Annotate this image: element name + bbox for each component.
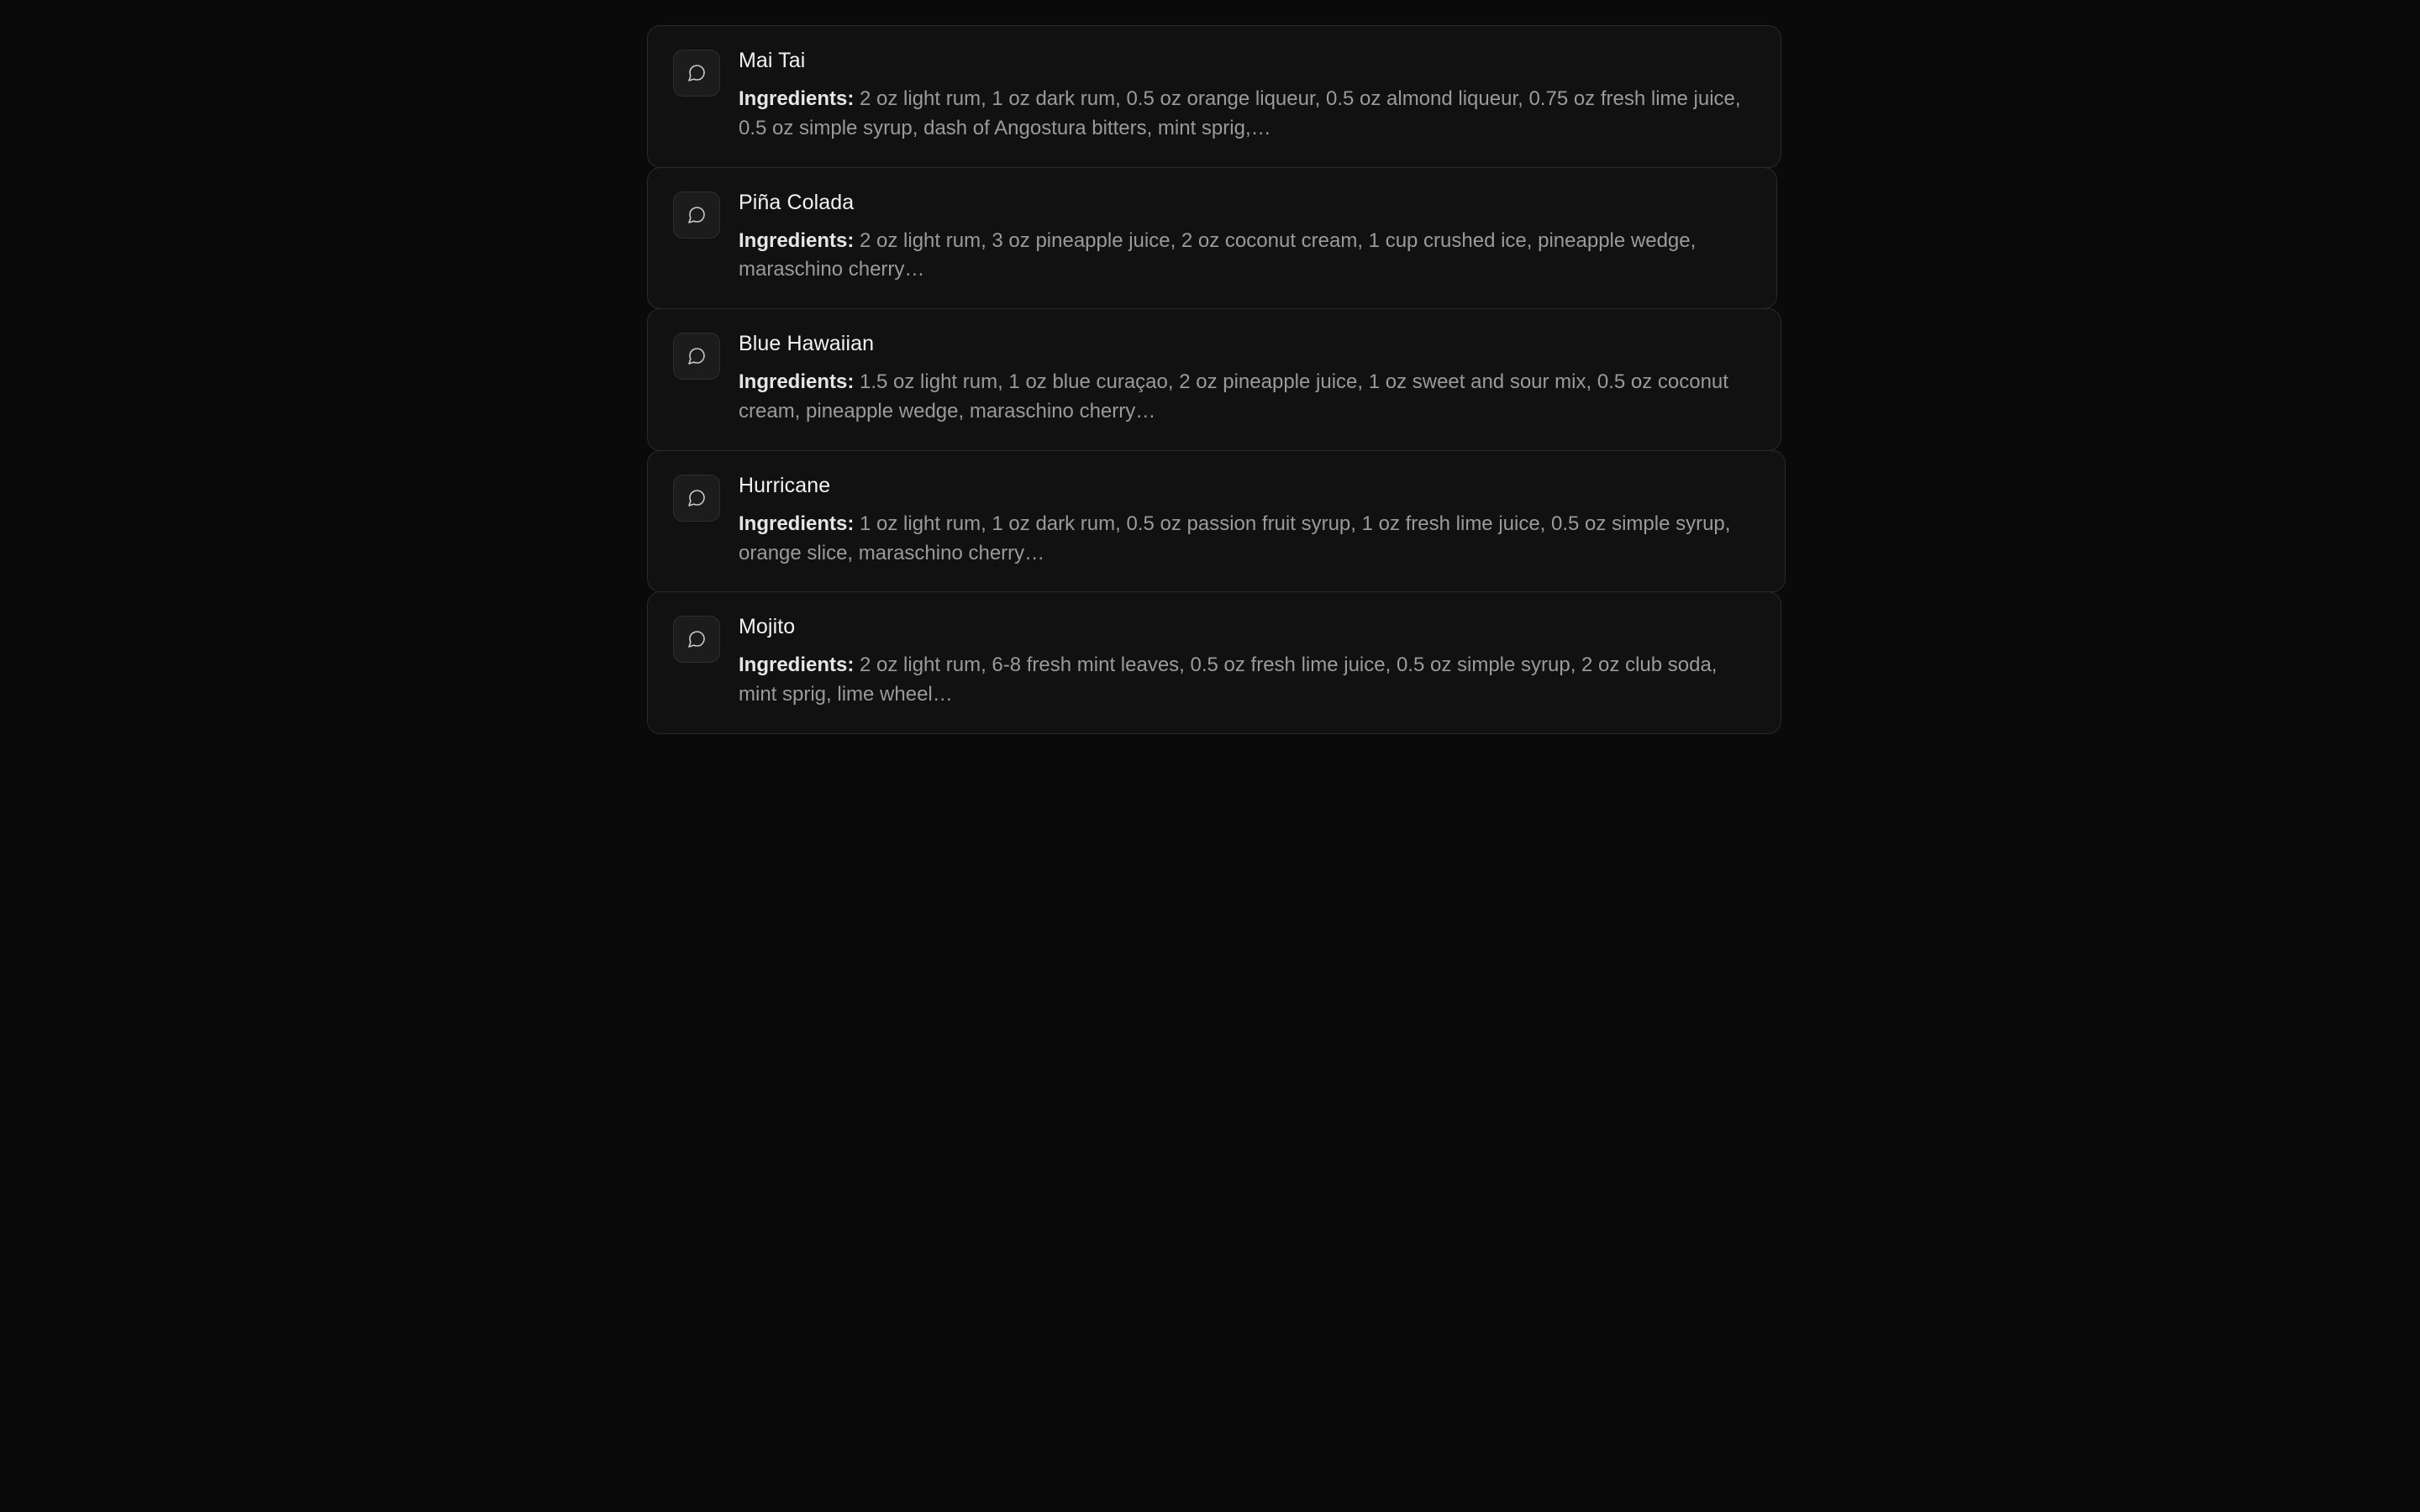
- ingredients-label: Ingredients:: [739, 370, 855, 394]
- ingredients-text: 1.5 oz light rum, 1 oz blue curaçao, 2 oz pineapple juice, 1 oz sweet and sour mix, 0.5 oz coconut cream, pineapple wedge, maraschino cherry…: [739, 370, 1728, 423]
- list-item-title: Mojito: [739, 615, 796, 639]
- list-item-description: [739, 368, 1755, 427]
- list-item-description: [739, 651, 1755, 710]
- chat-bubble-icon: [673, 192, 720, 239]
- ingredients-label: Ingredients:: [739, 512, 855, 535]
- chat-bubble-icon: [673, 616, 720, 663]
- ingredients-label: Ingredients:: [739, 228, 855, 252]
- ingredients-text: 2 oz light rum, 3 oz pineapple juice, 2 oz coconut cream, 1 cup crushed ice, pineapple wedge, maraschino cherry…: [739, 228, 1697, 281]
- list-item-title: Mai Tai: [739, 49, 806, 72]
- ingredients-text: 1 oz light rum, 1 oz dark rum, 0.5 oz passion fruit syrup, 1 oz fresh lime juice, 0.5 oz simple syrup, orange slice, maraschino cherry…: [739, 512, 1731, 564]
- list-item-title: Blue Hawaiian: [739, 332, 875, 356]
- list-item-description: [739, 85, 1755, 144]
- chat-bubble-icon: [673, 333, 720, 380]
- ingredients-label: Ingredients:: [739, 654, 855, 677]
- ingredients-text: 2 oz light rum, 1 oz dark rum, 0.5 oz orange liqueur, 0.5 oz almond liqueur, 0.75 oz fresh lime juice, 0.5 oz simple syrup, dash of Angostura bitters, mint sprig,…: [739, 87, 1741, 139]
- ingredients-text: 2 oz light rum, 6-8 fresh mint leaves, 0.5 oz fresh lime juice, 0.5 oz simple syrup, 2 oz club soda, mint sprig, lime wheel…: [739, 654, 1718, 706]
- list-item[interactable]: [647, 167, 1777, 310]
- list-item[interactable]: [647, 308, 1781, 451]
- list-item-body: [739, 48, 1755, 144]
- list-item-body: [739, 190, 1751, 286]
- ingredients-label: Ingredients:: [739, 87, 855, 110]
- list-item-title: Piña Colada: [739, 190, 855, 214]
- chat-bubble-icon: [673, 50, 720, 97]
- list-item-title: Hurricane: [739, 473, 831, 497]
- list-item-body: [739, 473, 1760, 569]
- list-item-description: [739, 227, 1751, 286]
- results-list: [647, 25, 1781, 733]
- list-item-body: [739, 331, 1755, 427]
- list-item[interactable]: [647, 25, 1781, 168]
- list-item-description: [739, 510, 1760, 569]
- list-item[interactable]: [647, 591, 1781, 734]
- list-item[interactable]: [647, 450, 1786, 593]
- list-item-body: [739, 614, 1755, 710]
- chat-bubble-icon: [673, 475, 720, 522]
